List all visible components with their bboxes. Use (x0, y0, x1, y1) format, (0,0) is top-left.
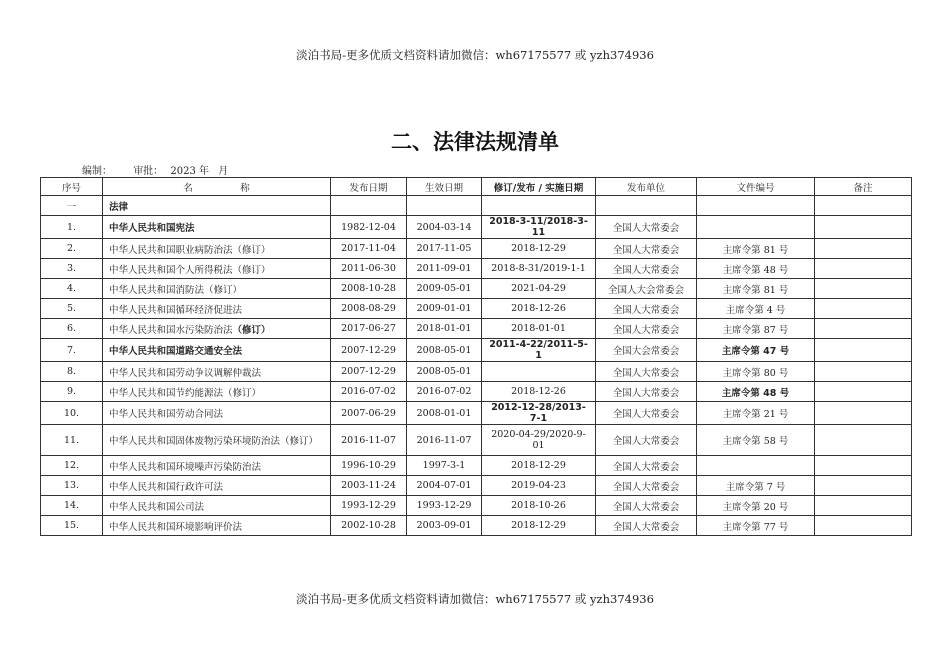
law-name-text: 中华人民共和国公司法 (109, 501, 205, 513)
law-name-text: 中华人民共和国宪法 (109, 223, 195, 234)
issuing-unit (596, 299, 697, 319)
revised-date-text: 2018-12-29 (511, 460, 566, 471)
row-no (41, 382, 103, 402)
year-label: 2023 年 (170, 166, 210, 177)
effective-date (407, 339, 482, 362)
publish-date-text: 2008-08-29 (341, 303, 396, 314)
law-name-text: 中华人民共和国道路交通安全法 (109, 346, 243, 357)
row-no-text: 10. (63, 407, 80, 419)
table-row (41, 516, 912, 536)
law-name-text: 中华人民共和国环境影响评价法 (109, 521, 243, 533)
table-row (41, 476, 912, 496)
row-no (41, 319, 103, 339)
remark (815, 402, 912, 425)
revised-date-text: 2021-04-29 (511, 283, 566, 294)
effective-date-text: 1997-3-1 (422, 460, 466, 471)
publish-date-text: 2016-07-02 (341, 386, 396, 397)
document-number-text: 主席令第 7 号 (725, 481, 786, 493)
compiler-label: 编制： (82, 166, 112, 177)
effective-date (407, 382, 482, 402)
effective-date (407, 362, 482, 382)
issuing-unit (596, 456, 697, 476)
issuing-unit-text: 全国人大常委会 (612, 501, 680, 513)
law-name (103, 425, 331, 456)
remark (815, 216, 912, 239)
document-number-text: 主席令第 20 号 (722, 501, 789, 513)
revised-date-text: 2018-01-01 (511, 323, 566, 334)
issuing-unit (596, 476, 697, 496)
document-number (697, 216, 815, 239)
publish-date (331, 476, 407, 496)
page-header-text: 淡泊书局-更多优质文档资料请加微信：wh67175577 或 yzh374936 (296, 48, 654, 62)
effective-date (407, 516, 482, 536)
table-row (41, 402, 912, 425)
row-no (41, 339, 103, 362)
month-label: 月 (218, 166, 229, 177)
document-number (697, 402, 815, 425)
document-number-text: 主席令第 48 号 (722, 264, 789, 276)
publish-date (331, 319, 407, 339)
issuing-unit-text: 全国人大常委会 (612, 324, 680, 336)
remark (815, 456, 912, 476)
table-row (41, 425, 912, 456)
publish-date (331, 456, 407, 476)
row-no-text: 13. (63, 480, 80, 491)
effective-date-text: 2018-01-01 (416, 323, 472, 334)
publish-date-text: 2011-06-30 (341, 263, 396, 274)
issuing-unit-text: 全国人大常委会 (612, 409, 680, 420)
law-name-suffix: （修订） (232, 324, 271, 336)
effective-date (407, 476, 482, 496)
issuing-unit-text: 全国人大常委会 (612, 367, 680, 379)
issuing-unit (596, 382, 697, 402)
row-no (41, 402, 103, 425)
publish-date-text: 2017-11-04 (341, 243, 396, 254)
table-row (41, 362, 912, 382)
col-header-no: 序号 (41, 178, 103, 196)
row-no (41, 425, 103, 456)
issuing-unit-text: 全国人大常委会 (612, 461, 680, 473)
row-no-text: 9. (66, 386, 77, 397)
revised-date (482, 279, 596, 299)
revised-date (482, 339, 596, 362)
revised-date-text: 2018-10-26 (511, 500, 566, 511)
law-name (103, 496, 331, 516)
law-name-text: 中华人民共和国个人所得税法（修订） (109, 264, 271, 276)
table-row (41, 279, 912, 299)
publish-date (331, 299, 407, 319)
effective-date (407, 216, 482, 239)
issuing-unit (596, 239, 697, 259)
reviewer-label: 审批： (133, 166, 164, 177)
law-name (103, 239, 331, 259)
remark (815, 339, 912, 362)
remark (815, 362, 912, 382)
effective-date (407, 456, 482, 476)
effective-date (407, 496, 482, 516)
effective-date-text: 2016-11-07 (416, 434, 472, 446)
publish-date (331, 496, 407, 516)
table-row (41, 456, 912, 476)
effective-date (407, 259, 482, 279)
row-no-text: 2. (66, 243, 77, 254)
section-row (41, 196, 912, 216)
row-no-text: 14. (63, 500, 80, 511)
col-header-revised-date: 修订/发布 / 实施日期 (482, 178, 596, 196)
revised-date-text: 2011-4-22/2011-5-1 (489, 339, 588, 361)
effective-date-text: 2008-01-01 (416, 407, 472, 419)
issuing-unit (596, 362, 697, 382)
revised-date-text: 2018-12-29 (511, 243, 566, 254)
row-no-text: 3. (66, 263, 77, 274)
publish-date-text: 1982-12-04 (341, 221, 396, 233)
document-number (697, 259, 815, 279)
effective-date-text: 2003-09-01 (416, 520, 472, 531)
page-footer-text: 淡泊书局-更多优质文档资料请加微信：wh67175577 或 yzh374936 (296, 592, 654, 606)
effective-date (407, 319, 482, 339)
row-no (41, 299, 103, 319)
remark (815, 279, 912, 299)
remark (815, 496, 912, 516)
law-name (103, 259, 331, 279)
revised-date (482, 362, 596, 382)
document-title: 二、法律法规清单 (391, 130, 559, 154)
row-no-text: 11. (63, 434, 80, 446)
publish-date-text: 2008-10-28 (341, 283, 396, 294)
publish-date (331, 382, 407, 402)
issuing-unit-text: 全国人大常委会 (612, 223, 680, 234)
revised-date-text: 2018-8-31/2019-1-1 (491, 263, 586, 274)
document-number-text: 主席令第 4 号 (725, 304, 786, 316)
issuing-unit-text: 全国人大常委会 (612, 521, 680, 533)
revised-date-text: 2018-12-26 (511, 386, 566, 397)
row-no (41, 362, 103, 382)
law-name-text: 中华人民共和国职业病防治法（修订） (109, 244, 271, 256)
row-no (41, 239, 103, 259)
document-number (697, 425, 815, 456)
publish-date (331, 402, 407, 425)
revised-date (482, 259, 596, 279)
law-name (103, 319, 331, 339)
table-row (41, 319, 912, 339)
publish-date (331, 259, 407, 279)
effective-date (407, 239, 482, 259)
document-number-text: 主席令第 81 号 (722, 284, 789, 296)
law-name (103, 299, 331, 319)
row-no (41, 259, 103, 279)
effective-date (407, 279, 482, 299)
law-name (103, 402, 331, 425)
issuing-unit-text: 全国人大常委会 (612, 387, 680, 399)
effective-date-text: 2016-07-02 (416, 386, 472, 397)
col-header-publish-date: 发布日期 (331, 178, 407, 196)
publish-date-text: 2016-11-07 (341, 434, 396, 446)
table-row (41, 496, 912, 516)
publish-date (331, 279, 407, 299)
document-number (697, 339, 815, 362)
revised-date (482, 216, 596, 239)
row-no (41, 216, 103, 239)
issuing-unit-text: 全国人大常委会 (612, 244, 680, 256)
revised-date (482, 402, 596, 425)
law-name-text: 中华人民共和国行政许可法 (109, 481, 224, 493)
law-name-text: 中华人民共和国劳动合同法 (109, 409, 224, 420)
document-number (697, 319, 815, 339)
effective-date-text: 2008-05-01 (416, 344, 472, 356)
issuing-unit (596, 339, 697, 362)
effective-date-text: 2009-01-01 (416, 303, 472, 314)
revised-date-text: 2019-04-23 (511, 480, 566, 491)
law-name-text: 中华人民共和国劳动争议调解仲裁法 (109, 367, 262, 379)
revised-date-text: 2020-04-29/2020-9-01 (491, 429, 586, 451)
revised-date (482, 239, 596, 259)
table-row (41, 239, 912, 259)
remark (815, 259, 912, 279)
row-no-text: 15. (63, 520, 80, 531)
effective-date-text: 2004-07-01 (416, 480, 472, 491)
table-row (41, 339, 912, 362)
row-no-text: 1. (66, 221, 77, 233)
issuing-unit-text: 全国人大常委会 (612, 481, 680, 493)
publish-date (331, 362, 407, 382)
publish-date-text: 2003-11-24 (341, 480, 396, 491)
revised-date-text: 2018-3-11/2018-3-11 (489, 216, 588, 238)
law-name-text: 中华人民共和国节约能源法（修订） (109, 387, 262, 399)
table-row (41, 259, 912, 279)
row-no-text: 4. (66, 283, 77, 294)
effective-date (407, 402, 482, 425)
col-header-name: 名 称 (103, 178, 331, 196)
issuing-unit (596, 279, 697, 299)
law-name (103, 516, 331, 536)
table-row (41, 382, 912, 402)
revised-date-text: 2018-12-26 (511, 303, 566, 314)
publish-date-text: 2017-06-27 (341, 323, 396, 334)
effective-date-text: 2009-05-01 (416, 283, 472, 294)
remark (815, 425, 912, 456)
remark (815, 239, 912, 259)
document-number (697, 476, 815, 496)
table-row (41, 299, 912, 319)
document-number-text: 主席令第 87 号 (722, 324, 789, 336)
issuing-unit-text: 全国人大常委会 (612, 436, 680, 447)
law-name-text: 中华人民共和国固体废物污染环境防治法（修订） (109, 436, 319, 447)
document-number (697, 496, 815, 516)
meta-line (82, 162, 246, 177)
issuing-unit-text: 全国人大常委会 (612, 264, 680, 276)
document-number-text: 主席令第 77 号 (722, 521, 789, 533)
remark (815, 476, 912, 496)
law-name (103, 476, 331, 496)
publish-date-text: 1996-10-29 (341, 460, 396, 471)
publish-date (331, 516, 407, 536)
law-name (103, 362, 331, 382)
law-name (103, 279, 331, 299)
effective-date (407, 425, 482, 456)
issuing-unit-text: 全国人大会常委会 (607, 284, 684, 296)
revised-date (482, 456, 596, 476)
col-header-doc-no: 文件编号 (697, 178, 815, 196)
row-no (41, 516, 103, 536)
document-number-text: 主席令第 81 号 (722, 244, 789, 256)
row-no-text: 8. (66, 366, 77, 377)
remark (815, 299, 912, 319)
law-name-text: 中华人民共和国消防法（修订） (109, 284, 243, 296)
revised-date-text: 2012-12-28/2013-7-1 (491, 402, 586, 424)
publish-date (331, 239, 407, 259)
law-name (103, 216, 331, 239)
row-no (41, 456, 103, 476)
row-no (41, 476, 103, 496)
section-name: 法律 (103, 196, 331, 216)
issuing-unit (596, 516, 697, 536)
publish-date-text: 2007-06-29 (341, 407, 396, 419)
issuing-unit (596, 425, 697, 456)
row-no-text: 6. (66, 323, 77, 334)
publish-date (331, 216, 407, 239)
effective-date-text: 1993-12-29 (416, 500, 472, 511)
table-header-row (41, 178, 912, 196)
document-number (697, 279, 815, 299)
revised-date (482, 425, 596, 456)
laws-table (40, 177, 912, 536)
law-name (103, 382, 331, 402)
table-row (41, 216, 912, 239)
document-number (697, 239, 815, 259)
document-number-text: 主席令第 58 号 (722, 436, 789, 447)
revised-date-text: 2018-12-29 (511, 520, 566, 531)
issuing-unit-text: 全国人大常委会 (612, 304, 680, 316)
revised-date (482, 476, 596, 496)
publish-date-text: 2002-10-28 (341, 520, 396, 531)
issuing-unit (596, 259, 697, 279)
row-no (41, 279, 103, 299)
revised-date (482, 319, 596, 339)
col-header-unit: 发布单位 (596, 178, 697, 196)
law-name-text: 中华人民共和国循环经济促进法 (109, 304, 243, 316)
effective-date-text: 2017-11-05 (416, 243, 472, 254)
law-name-text: 中华人民共和国环境噪声污染防治法 (109, 461, 262, 473)
document-number-text: 主席令第 48 号 (721, 387, 790, 399)
publish-date-text: 2007-12-29 (341, 344, 396, 356)
law-name (103, 456, 331, 476)
row-no-text: 12. (63, 460, 80, 471)
law-name-text: 中华人民共和国水污染防治法 (109, 324, 233, 336)
document-number-text: 主席令第 21 号 (722, 409, 789, 420)
effective-date-text: 2011-09-01 (416, 263, 472, 274)
issuing-unit (596, 402, 697, 425)
issuing-unit (596, 216, 697, 239)
effective-date (407, 299, 482, 319)
document-number (697, 456, 815, 476)
document-number-text: 主席令第 47 号 (721, 346, 790, 357)
col-header-effective-date: 生效日期 (407, 178, 482, 196)
revised-date (482, 382, 596, 402)
row-no (41, 496, 103, 516)
row-no-text: 5. (66, 303, 77, 314)
revised-date (482, 516, 596, 536)
publish-date (331, 339, 407, 362)
document-number (697, 516, 815, 536)
row-no-text: 7. (66, 344, 77, 356)
publish-date-text: 1993-12-29 (341, 500, 396, 511)
effective-date-text: 2008-05-01 (416, 366, 472, 377)
revised-date (482, 496, 596, 516)
issuing-unit (596, 496, 697, 516)
remark (815, 382, 912, 402)
document-number-text: 主席令第 80 号 (722, 367, 789, 379)
remark (815, 516, 912, 536)
section-no: 一 (41, 196, 103, 216)
document-number (697, 382, 815, 402)
effective-date-text: 2004-03-14 (416, 221, 472, 233)
issuing-unit-text: 全国大会常委会 (612, 346, 680, 357)
document-number (697, 362, 815, 382)
issuing-unit (596, 319, 697, 339)
col-header-remark: 备注 (815, 178, 912, 196)
law-name (103, 339, 331, 362)
revised-date (482, 299, 596, 319)
remark (815, 319, 912, 339)
document-number (697, 299, 815, 319)
publish-date-text: 2007-12-29 (341, 366, 396, 377)
publish-date (331, 425, 407, 456)
